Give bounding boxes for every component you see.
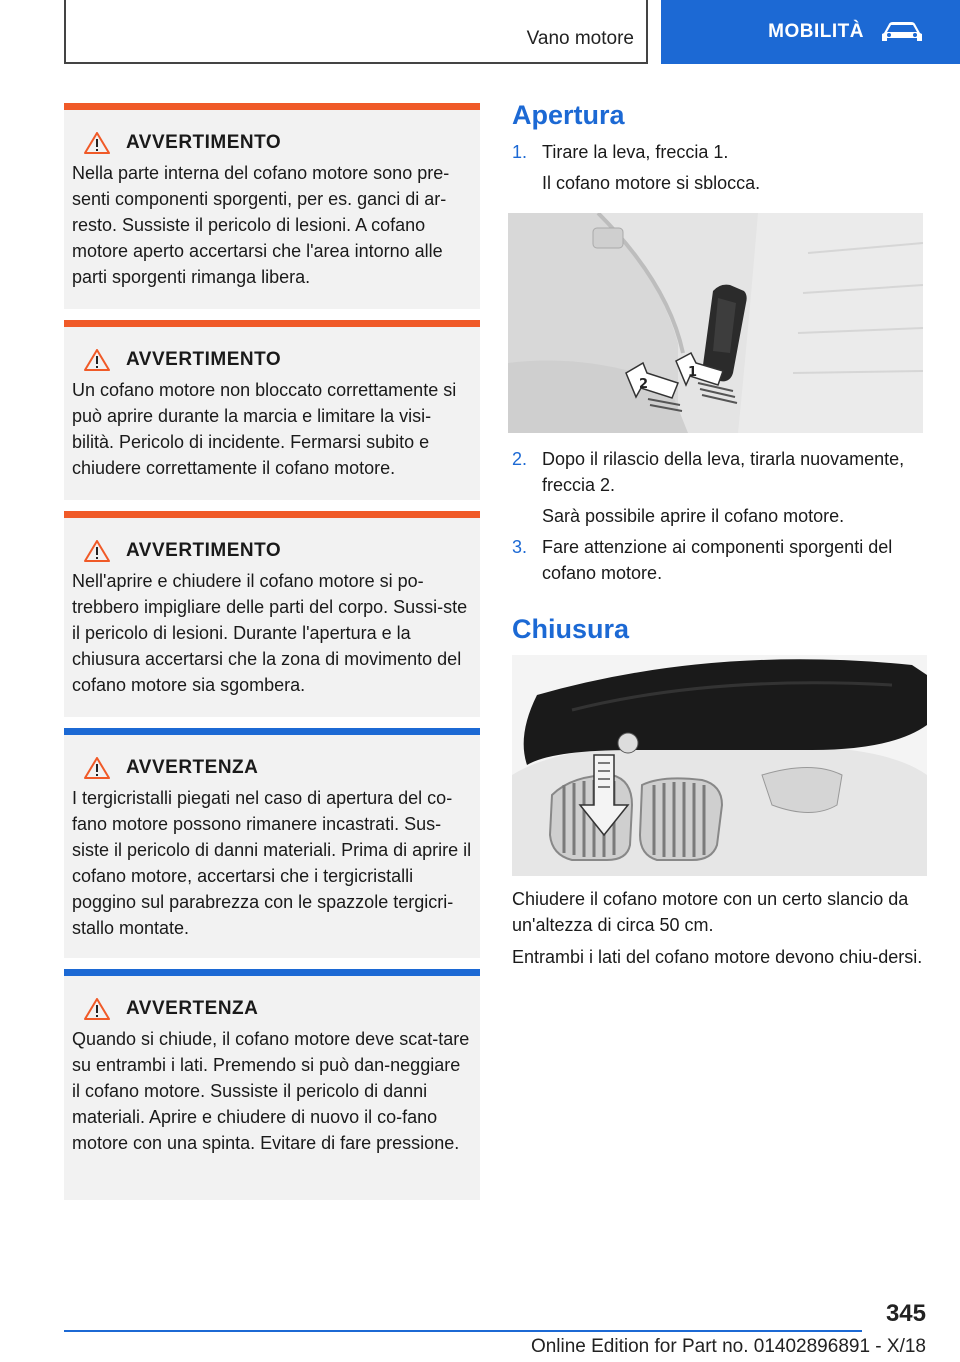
arrow-label: 1	[688, 365, 698, 380]
footer-edition-text: Online Edition for Part no. 01402896891 - X/18	[530, 1336, 926, 1357]
warning-triangle-icon	[84, 349, 110, 371]
notice-text: I tergicristalli piegati nel caso di apertura del co-fano motore possono rimanere incastrati. Sus-siste il pericolo di danni materiali. Prima di aprire il cofano motore, accertarsi che i tergicristalli poggino sul parabrezza con le spazzole tergicri-stallo montate.	[72, 788, 472, 938]
step-item	[512, 446, 928, 498]
notice-box	[64, 728, 480, 958]
page-number: 345	[885, 1300, 926, 1327]
warning-box	[64, 103, 480, 309]
header-frame	[64, 0, 648, 64]
warning-title: AVVERTIMENTO	[126, 540, 282, 561]
warning-box	[64, 511, 480, 717]
section-heading-apertura: Apertura	[512, 100, 625, 130]
warning-title: AVVERTIMENTO	[126, 132, 282, 153]
header-tab-label: MOBILITÀ	[768, 21, 864, 42]
warning-triangle-icon	[84, 132, 110, 154]
warning-text: Un cofano motore non bloccato correttamente si può aprire durante la marcia e limitare la visi-bilità. Pericolo di incidente. Fermarsi subito e chiudere correttamente il cofano motore.	[72, 380, 457, 478]
hood-closing-illustration	[512, 655, 927, 876]
step-subtext: Il cofano motore si sblocca.	[542, 173, 761, 193]
step-number: 3.	[512, 537, 528, 557]
step-number: 1.	[512, 142, 528, 162]
step-text: Tirare la leva, freccia 1.	[542, 142, 729, 162]
closing-paragraph: Entrambi i lati del cofano motore devono chiu-dersi.	[512, 947, 923, 967]
header-section-title: Vano motore	[526, 28, 634, 49]
notice-text: Quando si chiude, il cofano motore deve scat-tare su entrambi i lati. Premendo si può dan-neggiare il cofano motore. Sussiste il pericolo di danni materiali. Aprire e chiudere di nuovo il co-fano motore con una spinta. Evitare di fare pressione.	[72, 1029, 470, 1153]
step-number: 2.	[512, 449, 528, 469]
warning-title: AVVERTIMENTO	[126, 349, 282, 370]
step-subtext: Sarà possibile aprire il cofano motore.	[542, 506, 845, 526]
notice-title: AVVERTENZA	[126, 998, 259, 1019]
car-icon	[880, 19, 924, 45]
warning-triangle-icon	[84, 757, 110, 779]
footer-divider	[64, 1330, 862, 1332]
step-text: Fare attenzione ai componenti sporgenti del cofano motore.	[542, 537, 893, 583]
warning-box	[64, 320, 480, 500]
step-item	[512, 534, 928, 586]
notice-box	[64, 969, 480, 1200]
step-item	[512, 139, 928, 165]
warning-triangle-icon	[84, 540, 110, 562]
arrow-label: 2	[639, 377, 649, 392]
warning-text: Nell'aprire e chiudere il cofano motore si po-trebbero impigliare delle parti del corpo. Sussi-ste il pericolo di lesioni. Durante l'apertura e la chiusura accertarsi che la zona di movimento del cofano motore sia sgombera.	[72, 571, 468, 695]
header-tab-mobilita[interactable]	[661, 0, 960, 64]
closing-paragraph: Chiudere il cofano motore con un certo slancio da un'altezza di circa 50 cm.	[512, 889, 909, 935]
section-heading-chiusura: Chiusura	[512, 614, 630, 644]
warning-triangle-icon	[84, 998, 110, 1020]
hood-release-lever-illustration	[508, 213, 923, 433]
step-text: Dopo il rilascio della leva, tirarla nuovamente, freccia 2.	[542, 449, 905, 495]
warning-text: Nella parte interna del cofano motore sono pre-senti componenti sporgenti, per es. ganci di ar-resto. Sussiste il pericolo di lesioni. A cofano motore aperto accertarsi che l'area intorno alle parti sporgenti rimanga libera.	[72, 163, 450, 287]
notice-title: AVVERTENZA	[126, 757, 259, 778]
